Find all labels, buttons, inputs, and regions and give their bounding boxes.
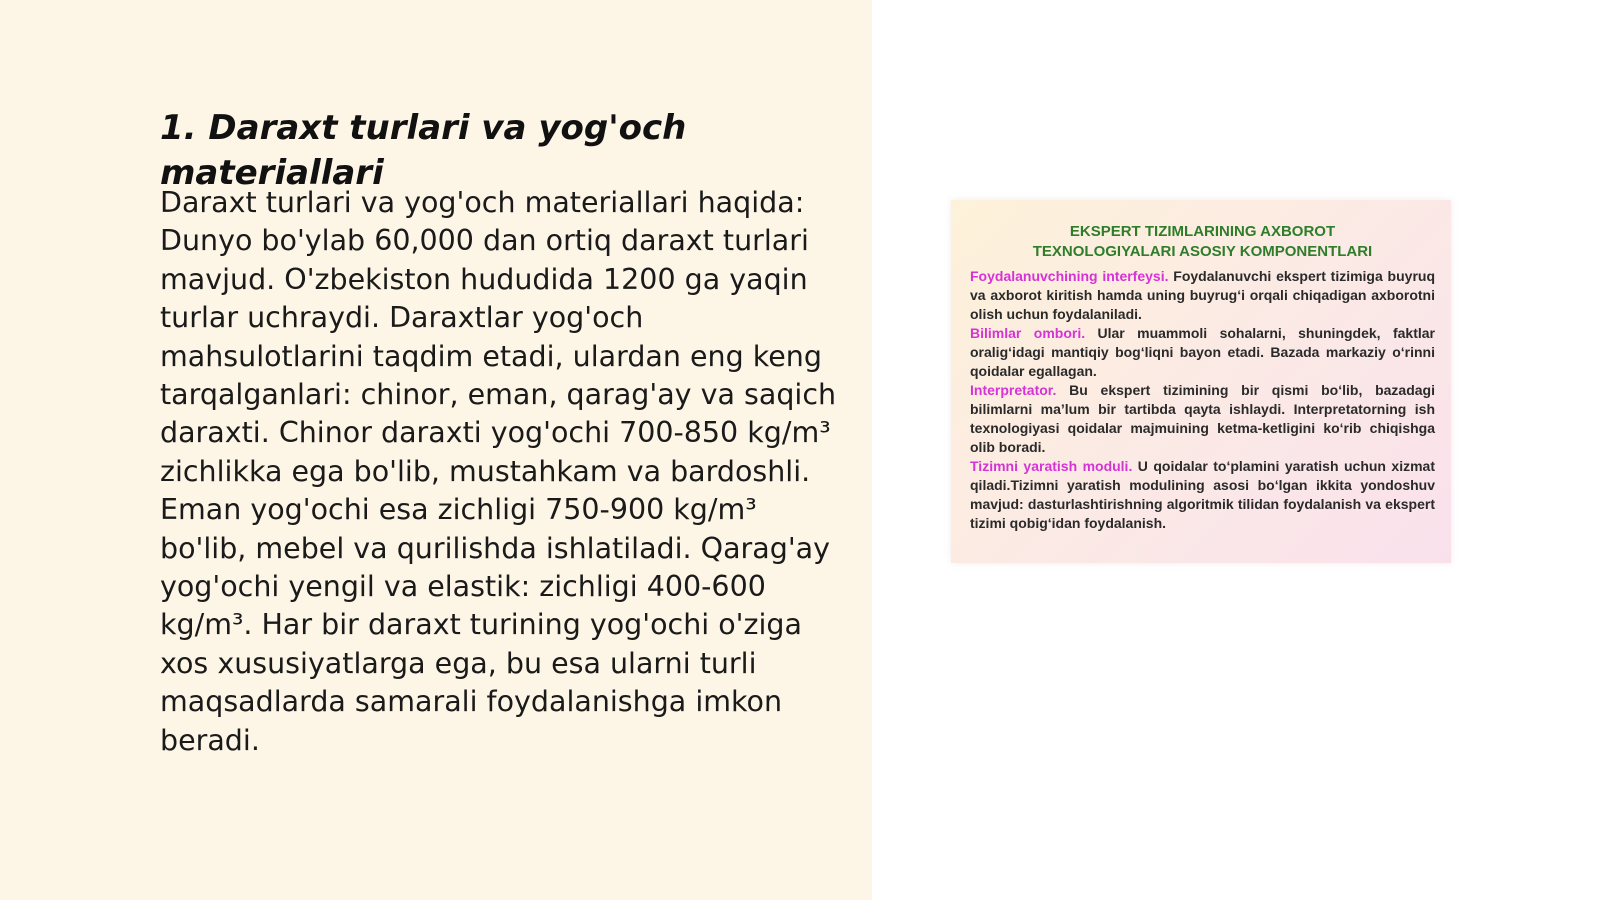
image-title-line-1: EKSPERT TIZIMLARINING AXBOROT bbox=[1069, 223, 1336, 240]
component-term: Tizimni yaratish moduli. bbox=[970, 458, 1133, 474]
image-title-line-2: TEXNOLOGIYALARI ASOSIY KOMPONENTLARI bbox=[1032, 243, 1373, 260]
component-interface bbox=[970, 267, 1435, 324]
component-interpreter bbox=[970, 381, 1435, 457]
image-title bbox=[970, 222, 1435, 262]
component-knowledge-base bbox=[970, 324, 1435, 381]
component-description: Bu ekspert tizimining bir qismi bo‘lib, bazadagi bilimlarni ma’lum bir tartibda qayta ishlaydi. Interpretatorning ish texnologiyasi qoidalar majmuining ketma-ketligini ko‘rib chiqishga olib boradi. bbox=[970, 382, 1435, 455]
component-term: Interpretator. bbox=[970, 382, 1057, 398]
component-term: Bilimlar ombori. bbox=[970, 325, 1086, 341]
component-builder-module bbox=[970, 457, 1435, 533]
component-term: Foydalanuvchining interfeysi. bbox=[970, 268, 1169, 284]
expert-systems-image bbox=[951, 200, 1451, 563]
component-description: Ular muammoli sohalarni, shuningdek, faktlar oralig‘idagi mantiqiy bog‘liqni bayon etadi. Bazada markaziy o‘rinni qoidalar egallagan. bbox=[970, 325, 1435, 379]
slide-title: 1. Daraxt turlari va yog'och materiallari bbox=[160, 108, 687, 193]
component-description: Foydalanuvchi ekspert tizimiga buyruq va axborot kiritish hamda uning buyrug‘i orqali chiqadigan axborotni olish uchun foydalaniladi. bbox=[970, 268, 1435, 322]
component-description: U qoidalar to‘plamini yaratish uchun xizmat qiladi.Tizimni yaratish modulining asosi bo‘lgan ikkita yondoshuv mavjud: dasturlashtirishning algoritmik tilidan foydalanish va ekspert tizimi qobig‘idan foydalanish. bbox=[970, 458, 1435, 531]
slide-body-text: Daraxt turlari va yog'och materiallari haqida: Dunyo bo'ylab 60,000 dan ortiq daraxt turlari mavjud. O'zbekiston hududida 1200 ga yaqin turlar uchraydi. Daraxtlar yog'och mahsulotlarini taqdim etadi, ulardan eng keng tarqalganlari: chinor, eman, qarag'ay va saqich daraxti. Chinor daraxti yog'ochi 700-850 kg/m³ zichlikka ega bo'lib, mustahkam va bardoshli. Eman yog'ochi esa zichligi 750-900 kg/m³ bo'lib, mebel va qurilishda ishlatiladi. Qarag'ay yog'ochi yengil va elastik: zichligi 400-600 kg/m³. Har bir daraxt turining yog'ochi o'ziga xos xususiyatlarga ega, bu esa ularni turli maqsadlarda samarali foydalanishga imkon beradi. bbox=[160, 186, 837, 757]
